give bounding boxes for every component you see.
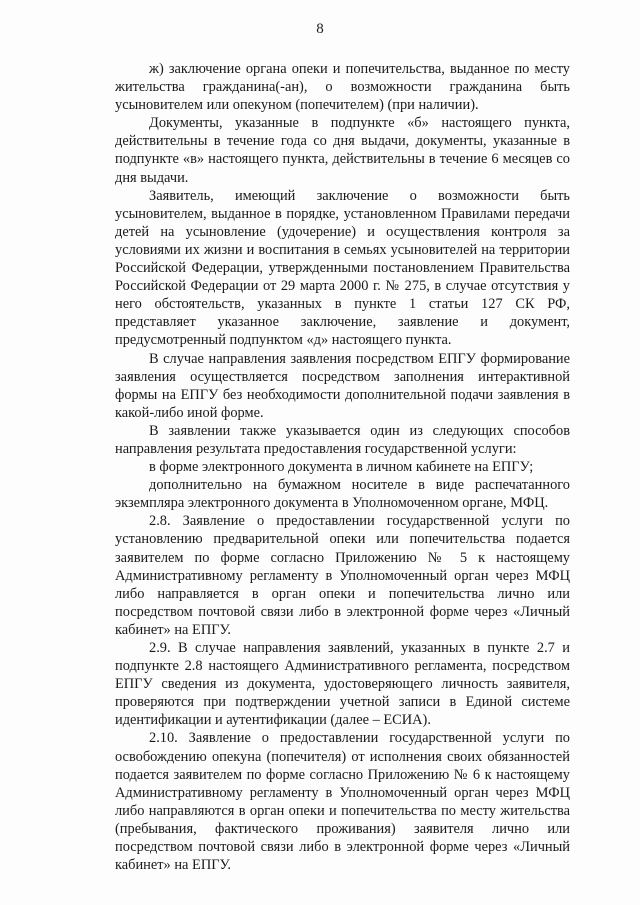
- paragraph-document-validity: Документы, указанные в подпункте «б» настоящего пункта, действительны в течение года со дня выдачи, документы, указанные в подпункте «в» настоящего пункта, действительны в течение 6 месяцев со дня выдачи.: [115, 115, 570, 186]
- paragraph-2-10: 2.10. Заявление о предоставлении государственной услуги по освобождению опекуна (попечителя) от исполнения своих обязанностей подается заявителем по форме согласно Приложению № 6 к настоящему Административному регламенту в Уполномоченный орган через МФЦ либо направляются в орган опеки и попечительства по месту жительства (пребывания, фактического проживания) заявителя лично или посредством почтовой связи либо в электронной форме через «Личный кабинет» на ЕПГУ.: [115, 730, 570, 874]
- paragraph-2-9: 2.9. В случае направления заявлений, указанных в пункте 2.7 и подпункте 2.8 настоящего Административного регламента, посредством ЕПГУ сведения из документа, удостоверяющего личность заявителя, проверяются при подтверждении учетной записи в Единой системе идентификации и аутентификации (далее – ЕСИА).: [115, 640, 570, 729]
- page-number: 8: [316, 21, 324, 37]
- paragraph-result-method-electronic: в форме электронного документа в личном кабинете на ЕПГУ;: [149, 459, 534, 476]
- document-body: [115, 60, 570, 874]
- paragraph-result-method-paper: дополнительно на бумажном носителе в виде распечатанного экземпляра электронного документа в Уполномоченном органе, МФЦ.: [115, 477, 570, 512]
- paragraph-result-methods-intro: В заявлении также указывается один из следующих способов направления результата предоставления государственной услуги:: [115, 422, 570, 457]
- paragraph-epgu-submission: В случае направления заявления посредством ЕПГУ формирование заявления осуществляется посредством заполнения интерактивной формы на ЕПГУ без необходимости дополнительной подачи заявления в какой-либо иной форме.: [115, 350, 570, 421]
- paragraph-item-zh: ж) заключение органа опеки и попечительства, выданное по месту жительства гражданина(-ан), о возможности гражданина быть усыновителем или опекуном (попечителем) (при наличии).: [115, 61, 570, 114]
- paragraph-applicant-conclusion: Заявитель, имеющий заключение о возможности быть усыновителем, выданное в порядке, установленном Правилами передачи детей на усыновление (удочерение) и осуществления контроля за условиями их жизни и воспитания в семьях усыновителей на территории Российской Федерации, утвержденными постановлением Правительства Российской Федерации от 29 марта 2000 г. № 275, в случае отсутствия у него обстоятельств, указанных в пункте 1 статьи 127 СК РФ, представляет указанное заключение, заявление и документ, предусмотренный подпунктом «д» настоящего пункта.: [115, 187, 570, 349]
- paragraph-2-8: 2.8. Заявление о предоставлении государственной услуги по установлению предварительной опеки или попечительства подается заявителем по форме согласно Приложению № 5 к настоящему Административному регламенту в Уполномоченный орган через МФЦ либо направляется в орган опеки и попечительства лично или посредством почтовой связи либо в электронной форме через «Личный кабинет» на ЕПГУ.: [115, 513, 570, 638]
